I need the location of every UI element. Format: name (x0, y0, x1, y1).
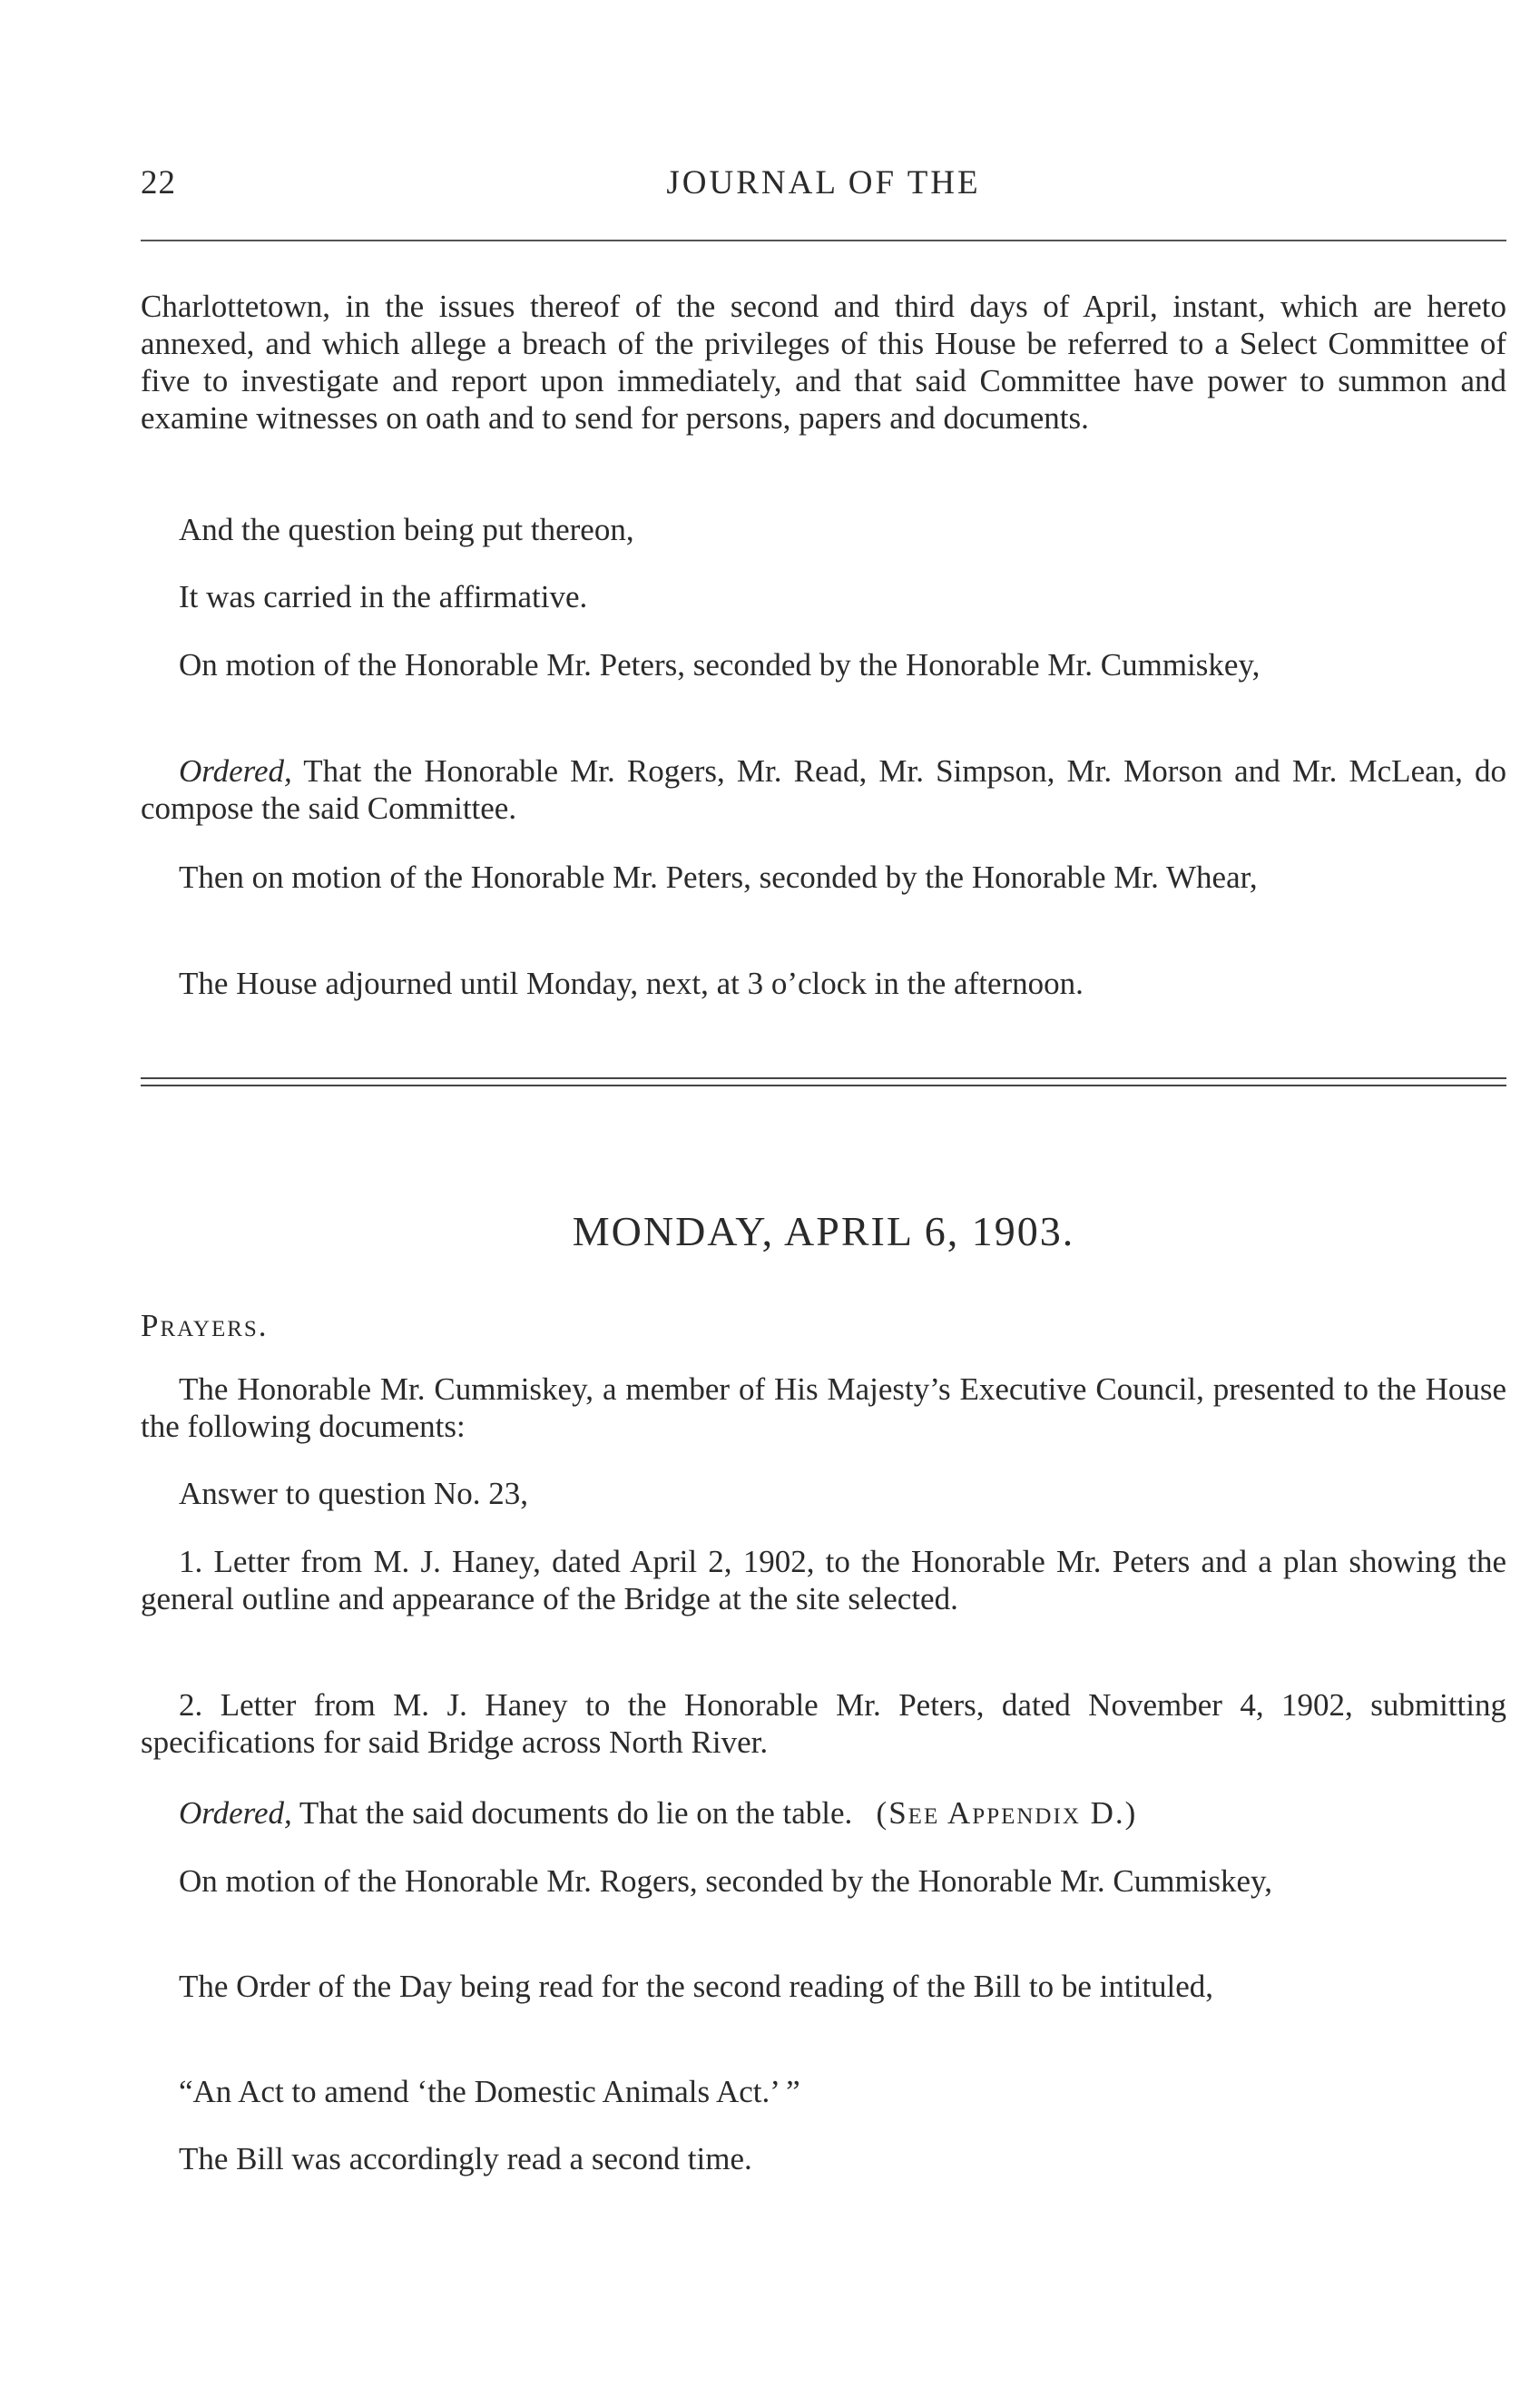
paragraph-ordered-committee (141, 752, 1506, 827)
paragraph-motion-whear: Then on motion of the Honorable Mr. Peters, seconded by the Honorable Mr. Whear, (179, 860, 1258, 895)
paragraph-letter-two: 2. Letter from M. J. Haney to the Honorable Mr. Peters, dated November 4, 1902, submitting specifications for said Bridge across North River. (141, 1687, 1506, 1760)
paragraph-motion-peters: On motion of the Honorable Mr. Peters, seconded by the Honorable Mr. Cummiskey, (179, 647, 1260, 683)
running-head: JOURNAL OF THE (666, 164, 981, 201)
paragraph-ordered-table (141, 1794, 1506, 1832)
paragraph-motion-rogers: On motion of the Honorable Mr. Rogers, seconded by the Honorable Mr. Cummiskey, (179, 1863, 1273, 1899)
paragraph-carried: It was carried in the affirmative. (179, 579, 588, 614)
paragraph-order-of-day: The Order of the Day being read for the second reading of the Bill to be intituled, (179, 1969, 1214, 2004)
paragraph-answer-question: Answer to question No. 23, (179, 1476, 528, 1511)
ordered-label: Ordered, (179, 1795, 292, 1831)
section-double-rule (141, 1077, 1506, 1086)
paragraph-act-title: “An Act to amend ‘the Domestic Animals Act.’ ” (179, 2074, 800, 2109)
header-rule (141, 240, 1506, 241)
paragraph-second-reading: The Bill was accordingly read a second time. (179, 2141, 752, 2176)
ordered-label: Ordered, (179, 753, 292, 789)
ordered-text: That the said documents do lie on the table. (291, 1795, 853, 1831)
ordered-text: That the Honorable Mr. Rogers, Mr. Read, Mr. Simpson, Mr. Morson and Mr. McLean, do compose the said Committee. (141, 753, 1506, 826)
page-header (141, 163, 1506, 218)
paragraph-adjourned: The House adjourned until Monday, next, at 3 o’clock in the afternoon. (179, 966, 1084, 1001)
paragraph-documents-presented: The Honorable Mr. Cummiskey, a member of His Majesty’s Executive Council, presented to the House the following documents: (141, 1371, 1506, 1444)
paragraph-letter-one: 1. Letter from M. J. Haney, dated April 2, 1902, to the Honorable Mr. Peters and a plan showing the general outline and appearance of the Bridge at the site selected. (141, 1544, 1506, 1616)
prayers-label: Prayers. (141, 1308, 269, 1343)
paragraph-question-put: And the question being put thereon, (179, 512, 634, 547)
appendix-reference: (See Appendix D.) (876, 1795, 1138, 1831)
paragraph-continuation: Charlottetown, in the issues thereof of the second and third days of April, instant, which are hereto annexed, and which allege a breach of the privileges of this House be referred to a Select Committee of five to investigate and report upon immediately, and that said Committee have power to summon and examine witnesses on oath and to send for persons, papers and documents. (141, 289, 1506, 436)
date-heading: MONDAY, APRIL 6, 1903. (572, 1208, 1075, 1254)
page-number: 22 (141, 164, 176, 201)
